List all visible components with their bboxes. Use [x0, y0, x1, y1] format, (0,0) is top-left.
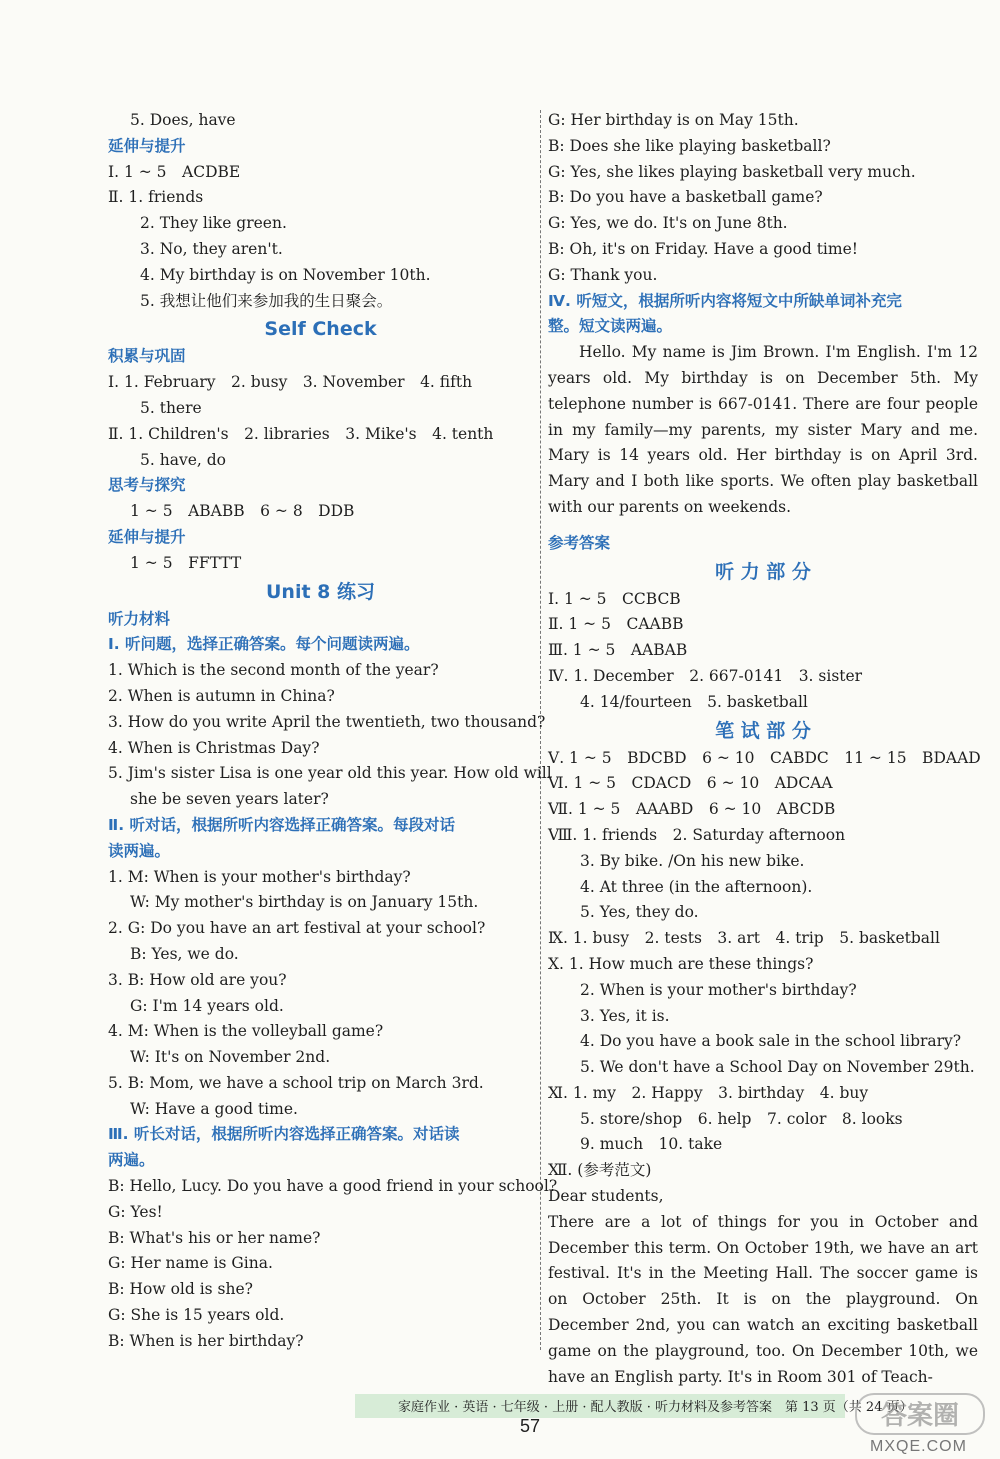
text-line: G: Thank you. [548, 265, 658, 284]
text-line: 4. M: When is the volleyball game? [108, 1022, 384, 1041]
text-line: B: What's his or her name? [108, 1228, 321, 1247]
text-line: 5. Jim's sister Lisa is one year old this year. How old will [108, 764, 552, 783]
text-line: Ⅰ. 1 ~ 5 CCBCB [548, 589, 681, 608]
text-line: Ⅱ. 1. Children's 2. libraries 3. Mike's 4. tenth [108, 424, 494, 443]
text-line: 3. No, they aren't. [140, 239, 283, 258]
section-heading: 参考答案 [548, 533, 611, 552]
footer-text: 家庭作业 · 英语 · 七年级 · 上册 · 配人教版 · 听力材料及参考答案 第 13 页（共 24 页） [398, 1400, 913, 1415]
text-line: 9. much 10. take [580, 1135, 723, 1154]
text-line: Ⅱ. 1. friends [108, 188, 204, 207]
text-line: 4. When is Christmas Day? [108, 738, 320, 757]
text-line: Ⅳ. 1. December 2. 667-0141 3. sister [548, 666, 863, 685]
text-line: 5. have, do [140, 450, 226, 469]
text-line: B: When is her birthday? [108, 1331, 304, 1350]
text-line: Ⅹ. 1. How much are these things? [548, 954, 814, 973]
text-line: 4. Do you have a book sale in the school library? [580, 1032, 962, 1051]
text-line: she be seven years later? [130, 790, 329, 809]
section-heading: 听力材料 [108, 609, 171, 628]
text-line: 5. B: Mom, we have a school trip on March 3rd. [108, 1073, 484, 1092]
text-line: B: Hello, Lucy. Do you have a good friend in your school? [108, 1177, 558, 1196]
text-line: 4. My birthday is on November 10th. [140, 265, 431, 284]
text-line: G: Her birthday is on May 15th. [548, 111, 799, 129]
text-line: Ⅵ. 1 ~ 5 CDACD 6 ~ 10 ADCAA [548, 774, 833, 793]
text-line: G: Yes, we do. It's on June 8th. [548, 214, 788, 233]
section-title: 笔 试 部 分 [715, 719, 811, 742]
text-line: Ⅶ. 1 ~ 5 AAABD 6 ~ 10 ABCDB [548, 800, 836, 819]
text-line: B: How old is she? [108, 1280, 253, 1299]
section-title: Self Check [264, 318, 377, 341]
text-line: 5. 我想让他们来参加我的生日聚会。 [140, 291, 393, 310]
section-heading: 思考与探究 [108, 476, 186, 495]
text-line: Ⅱ. 1 ~ 5 CAABB [548, 615, 684, 634]
text-line: 4. 14/fourteen 5. basketball [580, 692, 808, 711]
section-heading: Ⅱ. 听对话，根据所听内容选择正确答案。每段对话 [108, 815, 455, 834]
section-heading: Ⅳ. 听短文，根据所听内容将短文中所缺单词补充完 [548, 291, 902, 310]
text-line: 3. How do you write April the twentieth, two thousand? [108, 712, 546, 731]
text-line: Ⅺ. 1. my 2. Happy 3. birthday 4. buy [548, 1083, 869, 1102]
text-line: W: It's on November 2nd. [130, 1048, 331, 1067]
text-line: G: Her name is Gina. [108, 1254, 273, 1273]
text-line: Ⅰ. 1. February 2. busy 3. November 4. fifth [108, 373, 473, 392]
text-line: G: Yes! [108, 1202, 163, 1221]
text-line: Ⅻ. (参考范文) [548, 1161, 652, 1180]
text-line: 5. Does, have [130, 111, 236, 129]
text-line: G: I'm 14 years old. [130, 996, 284, 1015]
text-line: Ⅷ. 1. friends 2. Saturday afternoon [548, 825, 846, 844]
text-line: 5. there [140, 398, 202, 417]
text-line: B: Does she like playing basketball? [548, 136, 831, 155]
text-line: 3. Yes, it is. [580, 1006, 670, 1025]
left-column [108, 108, 558, 1355]
section-heading: 延伸与提升 [108, 527, 186, 546]
text-line: G: She is 15 years old. [108, 1306, 285, 1325]
section-heading: 整。短文读两遍。 [548, 317, 673, 336]
text-line: There are a lot of things for you in October and December this term. On October 19th, we have an art festival. It's in the Meeting Hall. The soccer game is on October 25th. It is on the playground. On December 2nd, you can watch an exciting basketball game on the playground, too. On December 10th, we have an English party. It's in Room 301 of Teach- [548, 1212, 978, 1386]
text-line: 2. When is your mother's birthday? [580, 980, 857, 999]
text-line: 1. M: When is your mother's birthday? [108, 867, 411, 886]
text-line: G: Yes, she likes playing basketball very much. [548, 162, 916, 181]
text-line [548, 521, 978, 531]
section-heading: 两遍。 [108, 1151, 155, 1170]
text-line: 1 ~ 5 ABABB 6 ~ 8 DDB [130, 502, 355, 521]
text-line: W: Have a good time. [130, 1099, 298, 1118]
text-line: 2. G: Do you have an art festival at your school? [108, 919, 486, 938]
text-line: B: Oh, it's on Friday. Have a good time! [548, 239, 858, 258]
right-column [548, 108, 981, 1390]
watermark-site: MXQE.COM [870, 1438, 967, 1455]
text-line: B: Yes, we do. [130, 944, 239, 963]
section-title: 听 力 部 分 [715, 560, 811, 583]
text-line: 1. Which is the second month of the year? [108, 661, 439, 680]
section-heading: 读两遍。 [108, 841, 171, 860]
text-line: 3. By bike. /On his new bike. [580, 851, 805, 870]
text-line: Ⅴ. 1 ~ 5 BDCBD 6 ~ 10 CABDC 11 ~ 15 BDAAD [548, 748, 981, 767]
text-line: 4. At three (in the afternoon). [580, 877, 813, 896]
text-line: 2. They like green. [140, 214, 287, 233]
text-line: 3. B: How old are you? [108, 970, 287, 989]
text-line: B: Do you have a basketball game? [548, 188, 823, 207]
text-line: 5. We don't have a School Day on November 29th. [580, 1058, 975, 1077]
text-line: Hello. My name is Jim Brown. I'm English. I'm 12 years old. My birthday is on December 5th. My telephone number is 667-0141. There are four people in my family—my parents, my sister Mary and me. Mary is 14 years old. Her birthday is on April 3rd. Mary and I both like sports. We often play basketball with our parents on weekends. [548, 343, 978, 516]
page-number: 57 [520, 1416, 541, 1436]
section-title: Unit 8 练习 [266, 580, 375, 603]
watermark-logo-text: 答案圈 [880, 1401, 960, 1431]
section-heading: 积累与巩固 [108, 347, 186, 366]
text-line: Ⅰ. 1 ~ 5 ACDBE [108, 162, 241, 181]
text-line: 5. store/shop 6. help 7. color 8. looks [580, 1109, 903, 1128]
section-heading: Ⅲ. 听长对话，根据所听内容选择正确答案。对话读 [108, 1125, 460, 1144]
text-line: W: My mother's birthday is on January 15th. [130, 893, 479, 912]
text-line: Dear students, [548, 1187, 664, 1206]
text-line: Ⅲ. 1 ~ 5 AABAB [548, 641, 688, 660]
text-line: 2. When is autumn in China? [108, 686, 335, 705]
section-heading: Ⅰ. 听问题，选择正确答案。每个问题读两遍。 [108, 635, 420, 654]
text-line: Ⅸ. 1. busy 2. tests 3. art 4. trip 5. basketball [548, 929, 940, 948]
text-line: 1 ~ 5 FFTTT [130, 553, 242, 572]
text-line: 5. Yes, they do. [580, 903, 699, 922]
section-heading: 延伸与提升 [108, 136, 186, 155]
